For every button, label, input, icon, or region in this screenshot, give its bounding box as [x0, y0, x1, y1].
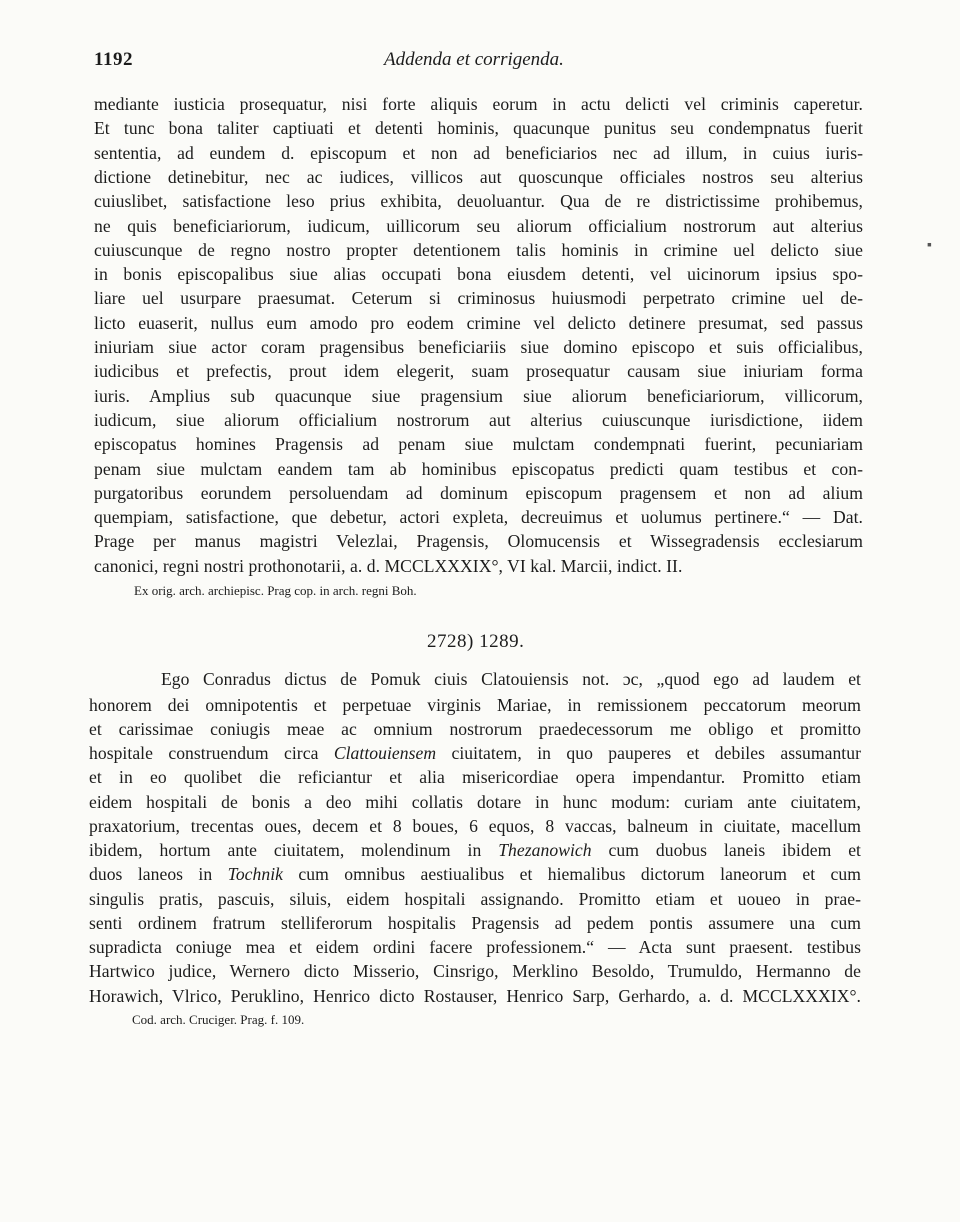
text-line: supradicta coniuge mea et eidem ordini facere professionem.“ — Acta sunt praesent. testibus — [89, 937, 861, 957]
ink-speck: ▪ — [927, 238, 932, 253]
text-line: penam siue mulctam eandem tam ab hominibus episcopatus predicti quam testibus et con- — [94, 458, 863, 479]
text-line: praxatorium, trecentas oues, decem et 8 boues, 6 equos, 8 vaccas, balneum in ciuitate, macellum — [89, 816, 861, 836]
text-line: sententia, ad eundem d. episcopum et non ad beneficiarios nec ad illum, in cuius iuris- — [94, 142, 863, 163]
text-line: cuiuslibet, satisfactione leso prius exhibita, deuoluantur. Qua de re districtissime prohibemus, — [94, 191, 863, 212]
text-line: dictione detinebitur, nec ac iudices, villicos aut quoscunque officiales nostros seu alterius — [94, 166, 863, 187]
text-line: iudicibus et prefectis, prout idem elegerit, suam prosequatur causam siue iniuriam forma — [94, 361, 863, 382]
text-line: senti ordinem fratrum stelliferorum hospitalis Pragensis ad pedem pontis assumere una cum — [89, 913, 861, 933]
text-line: episcopatus homines Pragensis ad penam siue mulctam condempnati fuerint, pecuniariam — [94, 434, 863, 455]
text-line: cuiuscunque de regno nostro propter detentionem talis hominis in crimine uel delicto siue — [94, 239, 863, 260]
text-line: honorem dei omnipotentis et perpetuae virginis Mariae, in remissionem peccatorum meorum — [89, 695, 861, 715]
text-line: mediante iusticia prosequatur, nisi forte aliquis eorum in actu delicti vel criminis caperetur. — [94, 94, 863, 114]
text-line: singulis pratis, pascuis, siluis, eidem hospitali assignando. Promitto etiam et uoueo in prae- — [89, 889, 861, 909]
text-line: iuris. Amplius sub quacunque siue pragensium siue aliorum beneficiariorum, villicorum, — [94, 385, 863, 406]
source-note-2: Cod. arch. Cruciger. Prag. f. 109. — [132, 1012, 305, 1027]
text-line: Ego Conradus dictus de Pomuk ciuis Clatouiensis not. ɔc, „quod ego ad laudem et — [161, 669, 861, 689]
text-line: ne quis beneficiariorum, iudicum, uillicorum seu aliorum officialium nostrorum aut alterius — [94, 215, 863, 236]
text-line: licto euaserit, nullus eum amodo pro eodem crimine vel delicto detinere presumat, sed passus — [94, 312, 863, 333]
text-line: et in eo quolibet die reficiantur et alia misericordiae opera impendantur. Promitto etiam — [89, 767, 861, 787]
text-line: Hartwico judice, Wernero dicto Misserio, Cinsrigo, Merklino Besoldo, Trumuldo, Hermanno de — [89, 961, 861, 981]
document-heading: 2728) 1289. — [427, 631, 525, 652]
text-line: Prage per manus magistri Velezlai, Pragensis, Olomucensis et Wissegradensis ecclesiarum — [94, 531, 863, 552]
text-line: duos laneos in Tochnik cum omnibus aestiualibus et hiemalibus dictorum laneorum et cum — [89, 864, 861, 884]
text-line: eidem hospitali de bonis a deo mihi collatis dotare in hunc modum: curiam ante ciuitatem, — [89, 792, 861, 812]
text-line: iniuriam siue actor coram pragensibus beneficiariis siue domino episcopo et suis officialibus, — [94, 337, 863, 357]
source-note-1: Ex orig. arch. archiepisc. Prag cop. in arch. regni Boh. — [134, 583, 417, 598]
running-title: Addenda et corrigenda. — [384, 49, 564, 70]
text-line: Et tunc bona taliter captiuati et detenti hominis, quacunque punitus seu condempnatus fuerit — [94, 118, 863, 139]
text-line: purgatoribus eorundem persoluendam ad dominum episcopum pragensem et non ad alium — [94, 482, 863, 503]
text-line: quempiam, satisfactione, que debetur, actori expleta, decreuimus et uolumus pertinere.“ — Dat. — [94, 507, 863, 528]
text-line: Horawich, Vlrico, Peruklino, Henrico dicto Rostauser, Henrico Sarp, Gerhardo, a. d. MCCLXXXIX°. — [89, 986, 861, 1006]
text-line: ibidem, hortum ante ciuitatem, molendinum in Thezanowich cum duobus laneis ibidem et — [89, 840, 861, 860]
text-line: iudicum, siue aliorum officialium nostrorum aut alterius cuiuscunque iurisdictione, iidem — [94, 409, 863, 430]
page-number: 1192 — [94, 49, 133, 70]
page-header — [94, 49, 864, 75]
text-line: et carissimae coniugis meae ac omnium nostrorum praedecessorum me obligo et promitto — [89, 719, 861, 739]
text-line: liare uel usurpare praesumat. Ceterum si criminosus huiusmodi perpetrato crimine uel de- — [94, 288, 863, 309]
text-line: in bonis episcopalibus siue alias occupati bona eiusdem detenti, vel uicinorum ipsius spo- — [94, 264, 863, 285]
text-line: hospitale construendum circa Clattouiensem ciuitatem, in quo pauperes et debiles assumantur — [89, 743, 861, 763]
text-line: canonici, regni nostri prothonotarii, a. d. MCCLXXXIX°, VI kal. Marcii, indict. II. — [94, 555, 683, 576]
